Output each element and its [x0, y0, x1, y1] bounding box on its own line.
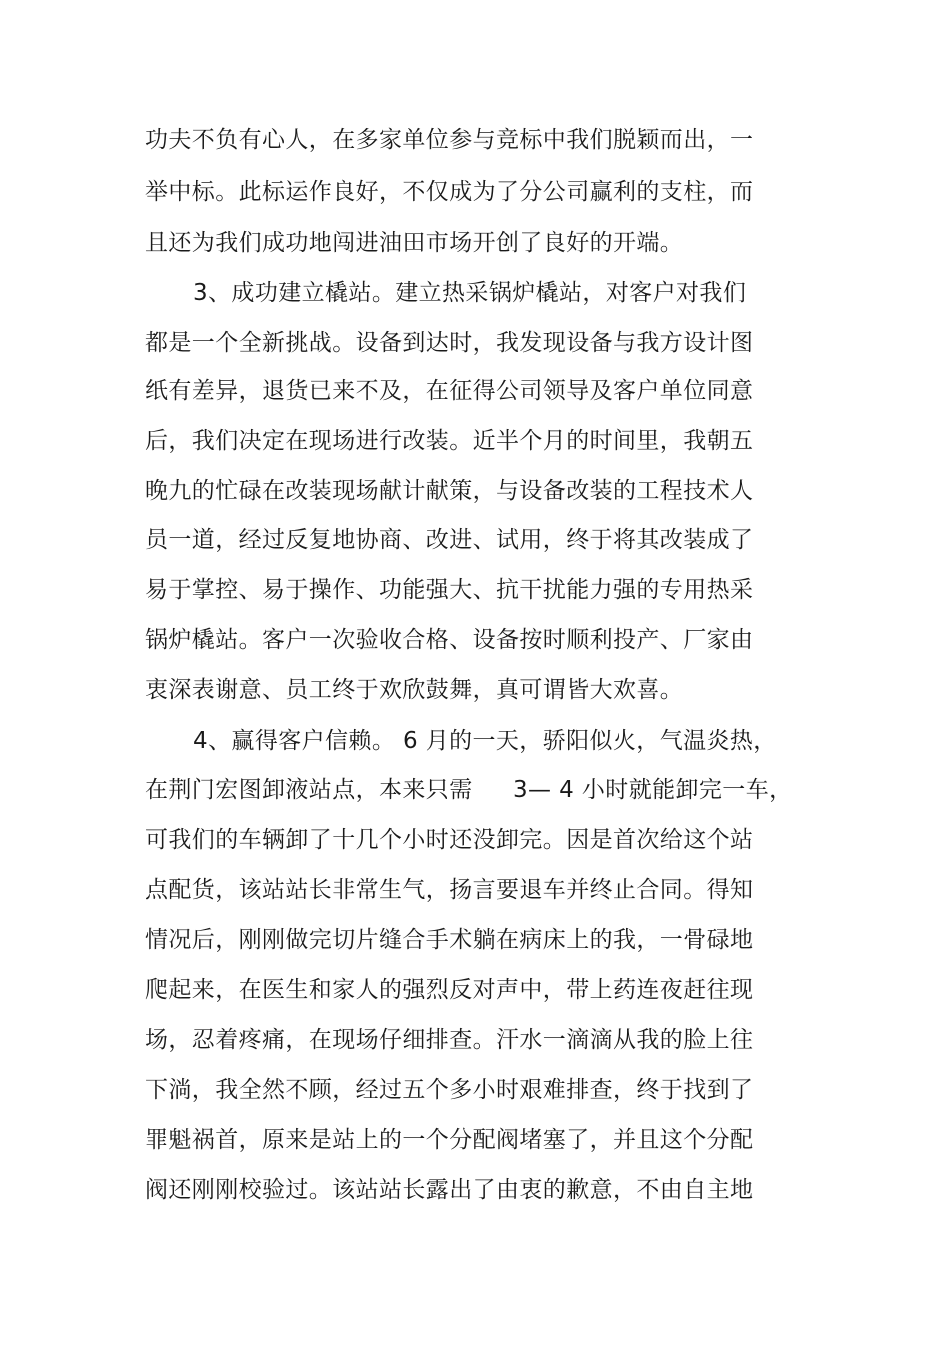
paragraph-line-3: 且还为我们成功地闯进油田市场开创了良好的开端。 — [145, 230, 684, 256]
paragraph-line-18: 爬起来，在医生和家人的强烈反对声中，带上药连夜赶往现 — [145, 977, 754, 1003]
paragraph-line-2: 举中标。此标运作良好，不仅成为了分公司赢利的支柱，而 — [145, 179, 754, 205]
paragraph-line-1: 功夫不负有心人，在多家单位参与竞标中我们脱颖而出，一 — [145, 127, 754, 153]
paragraph-line-17: 情况后，刚刚做完切片缝合手术躺在病床上的我，一骨碌地 — [145, 927, 754, 953]
paragraph-line-19: 场，忍着疼痛，在现场仔细排查。汗水一滴滴从我的脸上往 — [145, 1027, 754, 1053]
paragraph-line-20: 下淌，我全然不顾，经过五个多小时艰难排查，终于找到了 — [145, 1077, 754, 1103]
paragraph-line-14b: 3— 4 小时就能卸完一车， — [513, 777, 793, 803]
paragraph-line-11: 锅炉橇站。客户一次验收合格、设备按时顺利投产、厂家由 — [145, 627, 754, 653]
paragraph-line-21: 罪魁祸首，原来是站上的一个分配阀堵塞了，并且这个分配 — [145, 1127, 754, 1153]
paragraph-line-14a: 在荆门宏图卸液站点，本来只需 — [145, 777, 473, 803]
paragraph-line-22: 阀还刚刚校验过。该站站长露出了由衷的歉意，不由自主地 — [145, 1177, 754, 1203]
paragraph-line-15: 可我们的车辆卸了十几个小时还没卸完。因是首次给这个站 — [145, 827, 754, 853]
paragraph-line-9: 员一道，经过反复地协商、改进、试用，终于将其改装成了 — [145, 527, 754, 553]
paragraph-line-16: 点配货，该站站长非常生气，扬言要退车并终止合同。得知 — [145, 877, 754, 903]
paragraph-line-6: 纸有差异，退货已来不及，在征得公司领导及客户单位同意 — [145, 378, 754, 404]
paragraph-line-8: 晚九的忙碌在改装现场献计献策，与设备改装的工程技术人 — [145, 478, 754, 504]
paragraph-line-5: 都是一个全新挑战。设备到达时，我发现设备与我方设计图 — [145, 330, 754, 356]
paragraph-line-13: 4、赢得客户信赖。 6 月的一天，骄阳似火，气温炎热， — [193, 728, 777, 754]
paragraph-line-12: 衷深表谢意、员工终于欢欣鼓舞，真可谓皆大欢喜。 — [145, 677, 684, 703]
paragraph-line-10: 易于掌控、易于操作、功能强大、抗干扰能力强的专用热采 — [145, 577, 754, 603]
paragraph-line-7: 后，我们决定在现场进行改装。近半个月的时间里，我朝五 — [145, 428, 754, 454]
paragraph-line-4: 3、成功建立橇站。建立热采锅炉橇站，对客户对我们 — [193, 280, 747, 306]
